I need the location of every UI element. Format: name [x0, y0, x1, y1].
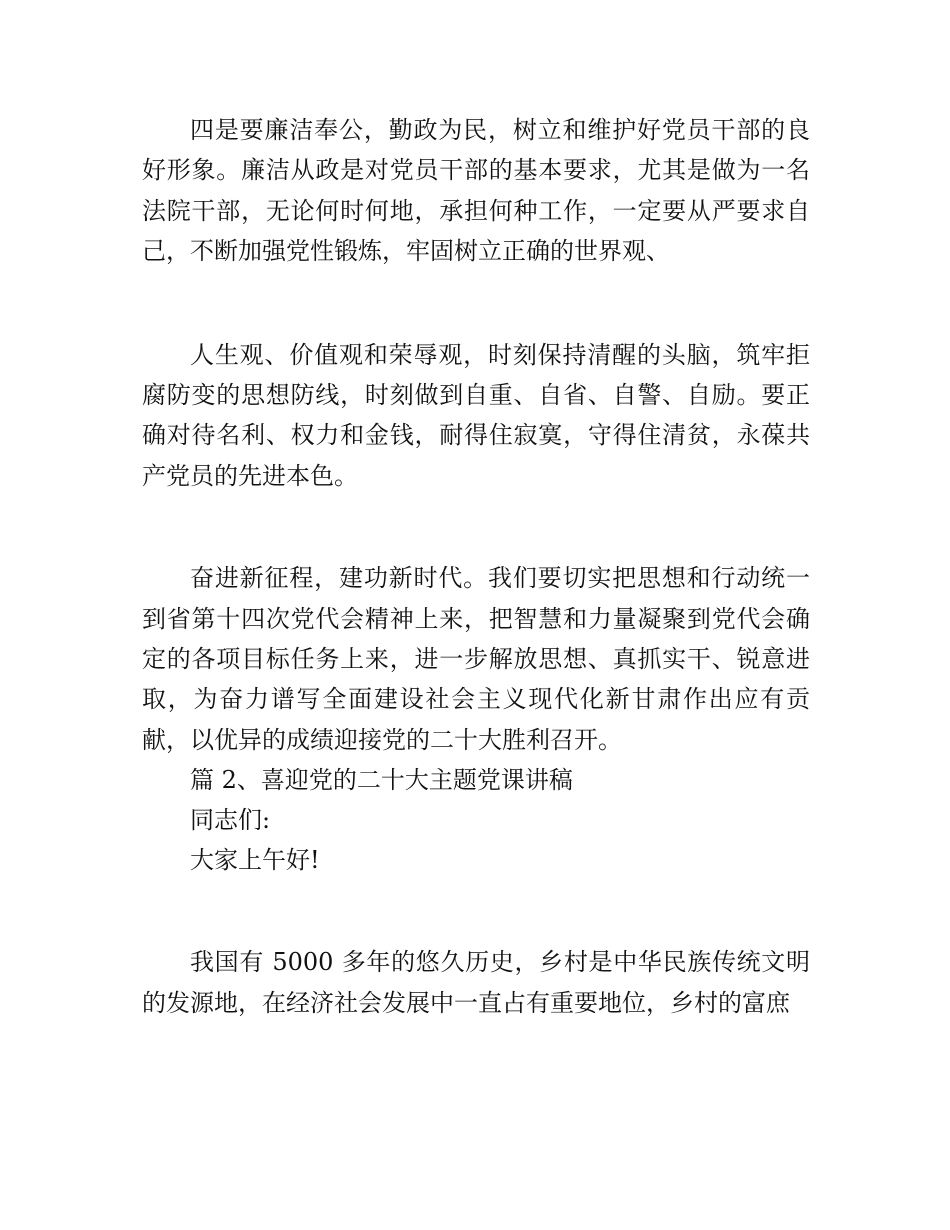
- paragraph-values: 人生观、价值观和荣辱观，时刻保持清醒的头脑，筑牢拒腐防变的思想防线，时刻做到自重、自省、自警、自励。要正确对待名利、权力和金钱，耐得住寂寞，守得住清贫，永葆共产党员的先进本色。: [142, 340, 810, 490]
- greeting: 大家上午好!: [190, 846, 320, 875]
- document-page: [142, 110, 810, 1023]
- salutation: 同志们:: [190, 806, 271, 835]
- paragraph-history: 我国有 5000 多年的悠久历史，乡村是中华民族传统文明的发源地，在经济社会发展中一直占有重要地位，乡村的富庶: [142, 948, 810, 1017]
- paragraph-integrity: 四是要廉洁奉公，勤政为民，树立和维护好党员干部的良好形象。廉洁从政是对党员干部的基本要求，尤其是做为一名法院干部，无论何时何地，承担何种工作，一定要从严要求自己，不断加强党性锻炼，牢固树立正确的世界观、: [142, 116, 810, 266]
- paragraph-new-journey: 奋进新征程，建功新时代。我们要切实把思想和行动统一到省第十四次党代会精神上来，把智慧和力量凝聚到党代会确定的各项目标任务上来，进一步解放思想、真抓实干、锐意进取，为奋力谱写全面建设社会主义现代化新甘肃作出应有贡献，以优异的成绩迎接党的二十大胜利召开。: [142, 564, 810, 754]
- section-heading: 篇 2、喜迎党的二十大主题党课讲稿: [190, 766, 573, 795]
